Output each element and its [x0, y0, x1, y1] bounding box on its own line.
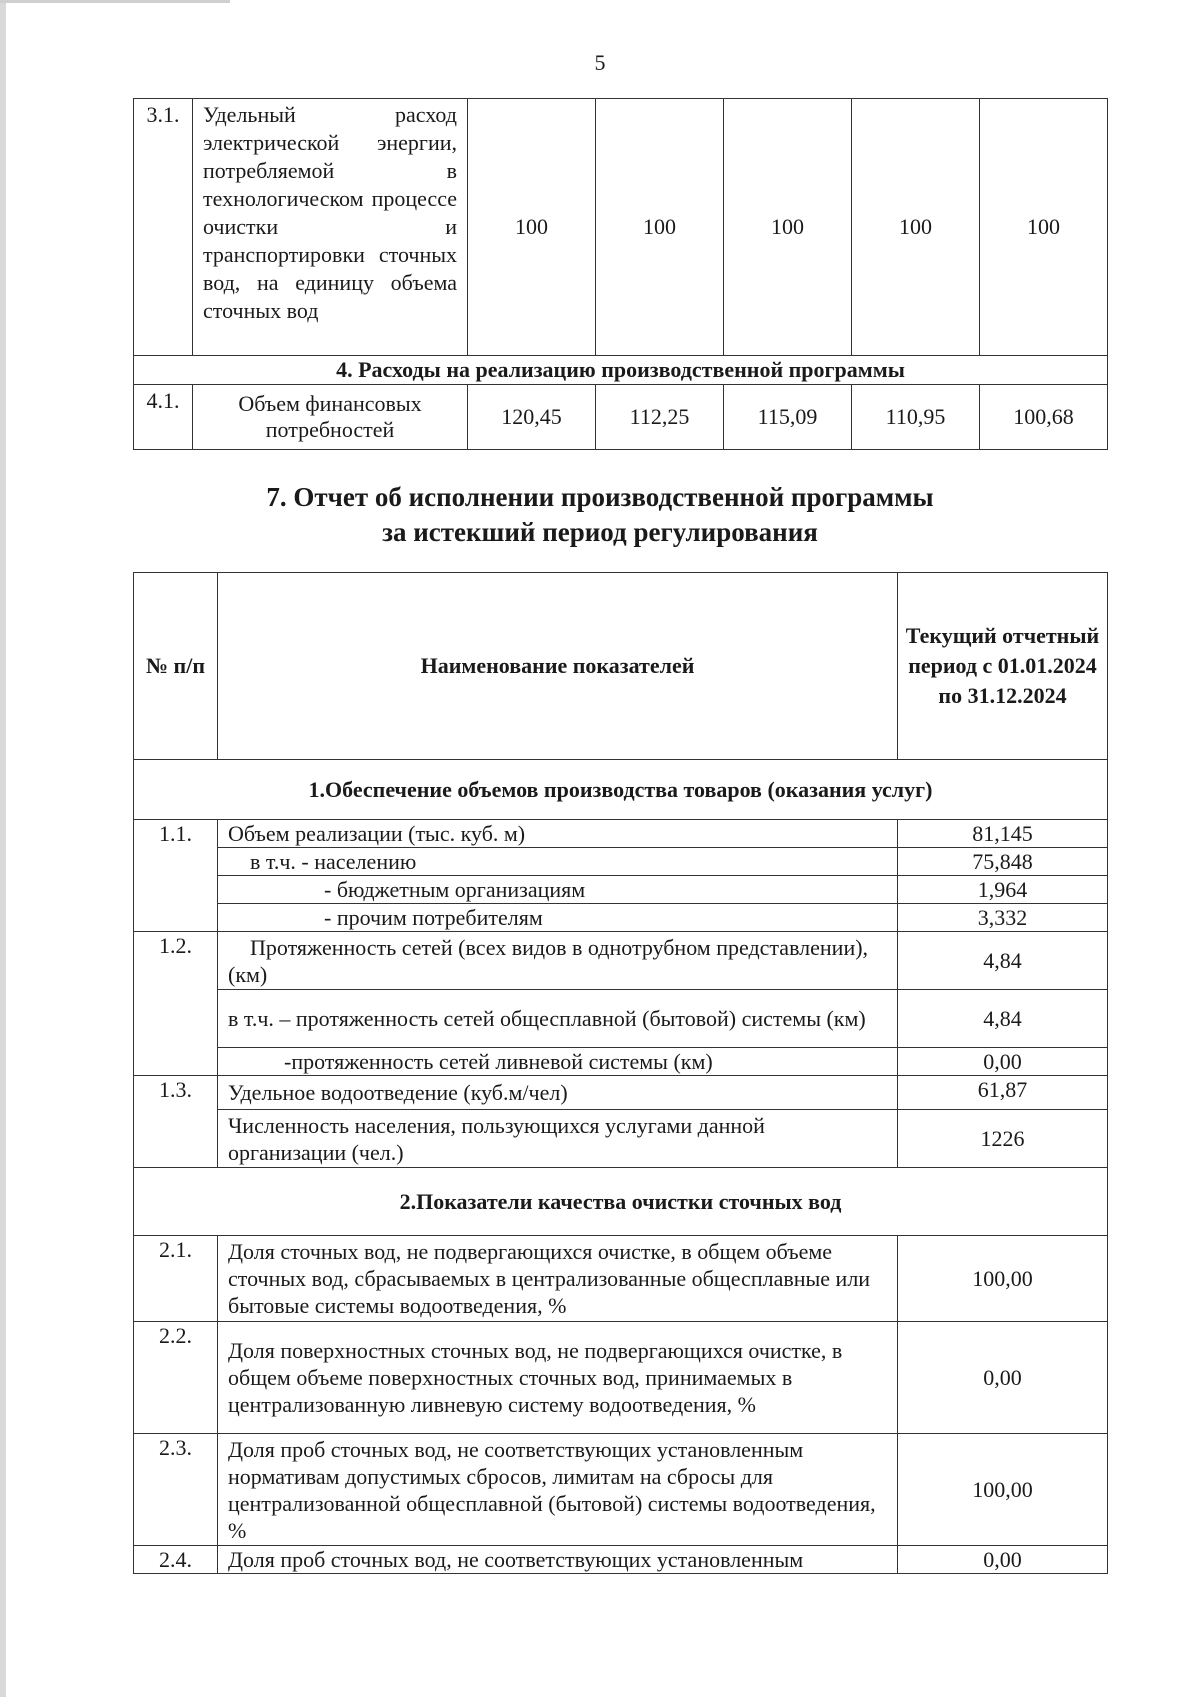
row-number: 3.1. — [134, 99, 193, 356]
indicators-table-continued — [133, 98, 1108, 450]
table-row — [134, 1322, 1108, 1434]
table-row — [134, 1048, 1108, 1076]
table-row — [134, 1546, 1108, 1574]
header-period: Текущий отчетный период с 01.01.2024 по 31.12.2024 — [898, 573, 1108, 760]
value-cell: 100 — [724, 99, 852, 356]
section-title: 4. Расходы на реализацию производственной программы — [134, 356, 1108, 385]
value-cell: 75,848 — [898, 848, 1108, 876]
indicator-name: в т.ч. - населению — [218, 848, 898, 876]
value-cell: 120,45 — [468, 385, 596, 450]
value-cell: 3,332 — [898, 904, 1108, 932]
heading-line-1: 7. Отчет об исполнении производственной программы — [266, 482, 934, 512]
value-cell: 100 — [596, 99, 724, 356]
table-row — [134, 990, 1108, 1048]
value-cell: 100 — [468, 99, 596, 356]
indicator-name: в т.ч. – протяженность сетей общесплавной (бытовой) системы (км) — [218, 990, 898, 1048]
table-row — [134, 876, 1108, 904]
section-title: 1.Обеспечение объемов производства товаров (оказания услуг) — [134, 760, 1108, 820]
indicator-name: - бюджетным организациям — [218, 876, 898, 904]
value-cell: 100 — [980, 99, 1108, 356]
value-cell: 81,145 — [898, 820, 1108, 848]
row-number: 2.3. — [134, 1434, 218, 1546]
indicator-name: Доля поверхностных сточных вод, не подвергающихся очистке, в общем объеме поверхностных сточных вод, принимаемых в централизованную ливневую систему водоотведения, % — [218, 1322, 898, 1434]
indicator-name: Удельное водоотведение (куб.м/чел) — [218, 1076, 898, 1110]
section-row — [134, 356, 1108, 385]
table-row — [134, 820, 1108, 848]
value-cell: 61,87 — [898, 1076, 1108, 1110]
value-cell: 110,95 — [852, 385, 980, 450]
section-heading — [0, 480, 1200, 550]
value-cell: 100 — [852, 99, 980, 356]
indicator-name: - прочим потребителям — [218, 904, 898, 932]
header-row — [134, 573, 1108, 760]
table-row — [134, 1236, 1108, 1322]
page-number: 5 — [594, 50, 606, 75]
indicator-name: Доля проб сточных вод, не соответствующих установленным — [218, 1546, 898, 1574]
indicator-name: Объем финансовых потребностей — [193, 385, 468, 450]
indicator-name: Доля проб сточных вод, не соответствующих установленным нормативам допустимых сбросов, лимитам на сбросы для централизованной общесплавной (бытовой) системы водоотведения, % — [218, 1434, 898, 1546]
table-row — [134, 99, 1108, 356]
value-cell: 112,25 — [596, 385, 724, 450]
header-number: № п/п — [134, 573, 218, 760]
row-number: 1.1. — [134, 820, 218, 932]
value-cell: 4,84 — [898, 990, 1108, 1048]
row-number: 1.2. — [134, 932, 218, 1076]
value-cell: 100,00 — [898, 1236, 1108, 1322]
scan-top-edge — [0, 0, 230, 3]
table-row — [134, 932, 1108, 990]
indicator-name: Численность населения, пользующихся услугами данной организации (чел.) — [218, 1110, 898, 1168]
table-row — [134, 385, 1108, 450]
table-row — [134, 848, 1108, 876]
table-row — [134, 904, 1108, 932]
table-row — [134, 1110, 1108, 1168]
section-title: 2.Показатели качества очистки сточных вод — [134, 1168, 1108, 1236]
table-row — [134, 1076, 1108, 1110]
value-cell: 100,68 — [980, 385, 1108, 450]
value-cell: 0,00 — [898, 1546, 1108, 1574]
value-cell: 4,84 — [898, 932, 1108, 990]
heading-line-2: за истекший период регулирования — [382, 517, 818, 547]
indicator-name: Протяженность сетей (всех видов в однотрубном представлении), (км) — [218, 932, 898, 990]
scan-left-edge — [0, 0, 6, 1697]
value-cell: 0,00 — [898, 1322, 1108, 1434]
value-cell: 0,00 — [898, 1048, 1108, 1076]
indicator-name: -протяженность сетей ливневой системы (км) — [218, 1048, 898, 1076]
header-name: Наименование показателей — [218, 573, 898, 760]
value-cell: 1226 — [898, 1110, 1108, 1168]
row-number: 4.1. — [134, 385, 193, 450]
row-number: 1.3. — [134, 1076, 218, 1168]
value-cell: 115,09 — [724, 385, 852, 450]
section-row — [134, 1168, 1108, 1236]
row-number: 2.1. — [134, 1236, 218, 1322]
indicator-name: Объем реализации (тыс. куб. м) — [218, 820, 898, 848]
section-row — [134, 760, 1108, 820]
row-number: 2.4. — [134, 1546, 218, 1574]
value-cell: 100,00 — [898, 1434, 1108, 1546]
table-row — [134, 1434, 1108, 1546]
indicator-name: Доля сточных вод, не подвергающихся очистке, в общем объеме сточных вод, сбрасываемых в централизованные общесплавные или бытовые системы водоотведения, % — [218, 1236, 898, 1322]
value-cell: 1,964 — [898, 876, 1108, 904]
program-report-table — [133, 572, 1108, 1574]
row-number: 2.2. — [134, 1322, 218, 1434]
indicator-name: Удельный расход электрической энергии, потребляемой в технологическом процессе очистки и транспортировки сточных вод, на единицу объема сточных вод — [193, 99, 468, 356]
